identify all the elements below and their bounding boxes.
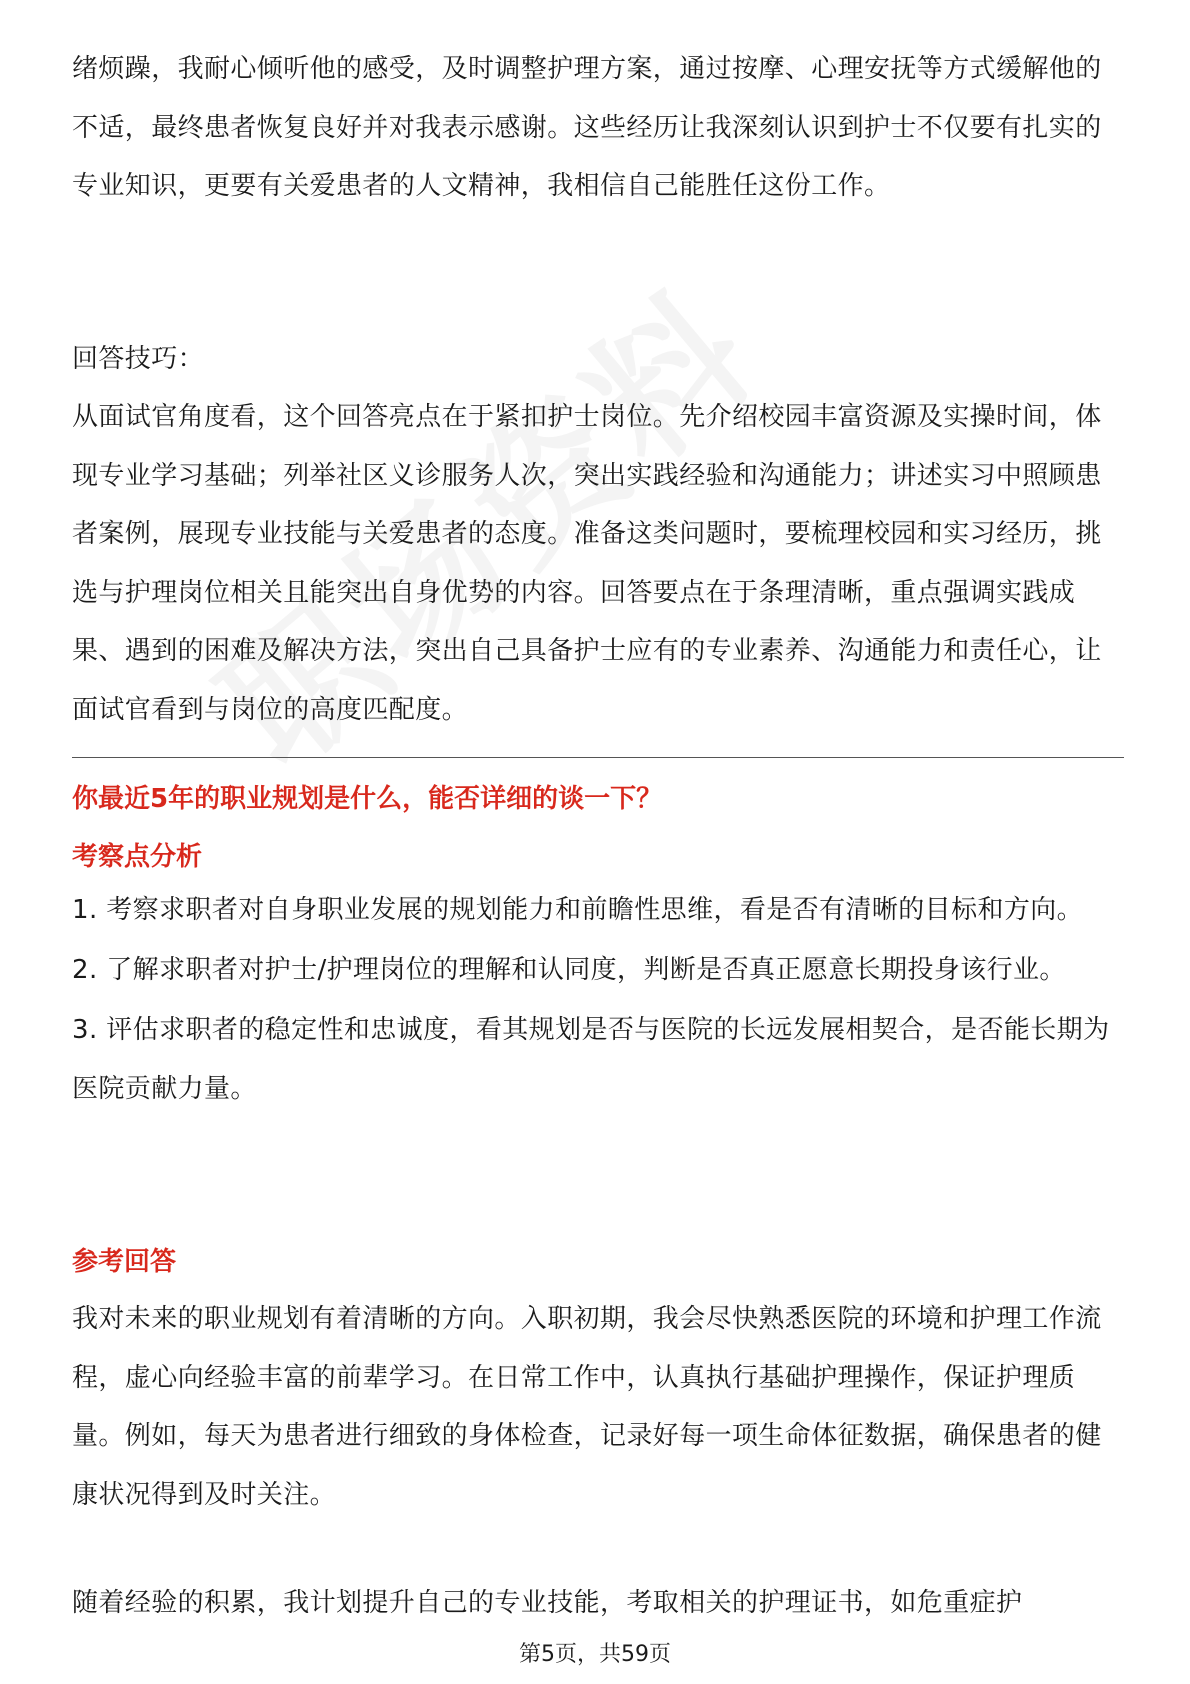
page-number: 第5页，共59页 — [519, 1642, 671, 1667]
reference-heading: 参考回答 — [72, 1247, 177, 1277]
reference-paragraph: 我对未来的职业规划有着清晰的方向。入职初期，我会尽快熟悉医院的环境和护理工作流程，虚心向经验丰富的前辈学习。在日常工作中，认真执行基础护理操作，保证护理质量。例如，每天为患者进行细致的身体检查，记录好每一项生命体征数据，确保患者的健康状况得到及时关注。 — [72, 1304, 1102, 1510]
analysis-item: 1. 考察求职者对自身职业发展的规划能力和前瞻性思维，看是否有清晰的目标和方向。 — [72, 895, 1084, 925]
analysis-item: 2. 了解求职者对护士/护理岗位的理解和认同度，判断是否真正愿意长期投身该行业。 — [72, 955, 1066, 985]
question-heading: 你最近5年的职业规划是什么，能否详细的谈一下？ — [72, 784, 663, 814]
tips-paragraph: 从面试官角度看，这个回答亮点在于紧扣护士岗位。先介绍校园丰富资源及实操时间，体现专业学习基础；列举社区义诊服务人次，突出实践经验和沟通能力；讲述实习中照顾患者案例，展现专业技能与关爱患者的态度。准备这类问题时，要梳理校园和实习经历，挑选与护理岗位相关且能突出自身优势的内容。回答要点在于条理清晰，重点强调实践成果、遇到的困难及解决方法，突出自己具备护士应有的专业素养、沟通能力和责任心，让面试官看到与岗位的高度匹配度。 — [72, 402, 1102, 725]
tips-label: 回答技巧： — [72, 344, 205, 374]
analysis-item: 3. 评估求职者的稳定性和忠诚度，看其规划是否与医院的长远发展相契合，是否能长期为医院贡献力量。 — [72, 1015, 1110, 1104]
reference-paragraph: 随着经验的积累，我计划提升自己的专业技能，考取相关的护理证书，如危重症护 — [72, 1588, 1023, 1618]
analysis-heading: 考察点分析 — [72, 842, 203, 872]
intro-paragraph: 绪烦躁，我耐心倾听他的感受，及时调整护理方案，通过按摩、心理安抚等方式缓解他的不适，最终患者恢复良好并对我表示感谢。这些经历让我深刻认识到护士不仅要有扎实的专业知识，更要有关爱患者的人文精神，我相信自己能胜任这份工作。 — [72, 54, 1102, 201]
analysis-list — [72, 881, 1124, 1120]
section-divider — [72, 757, 1124, 758]
